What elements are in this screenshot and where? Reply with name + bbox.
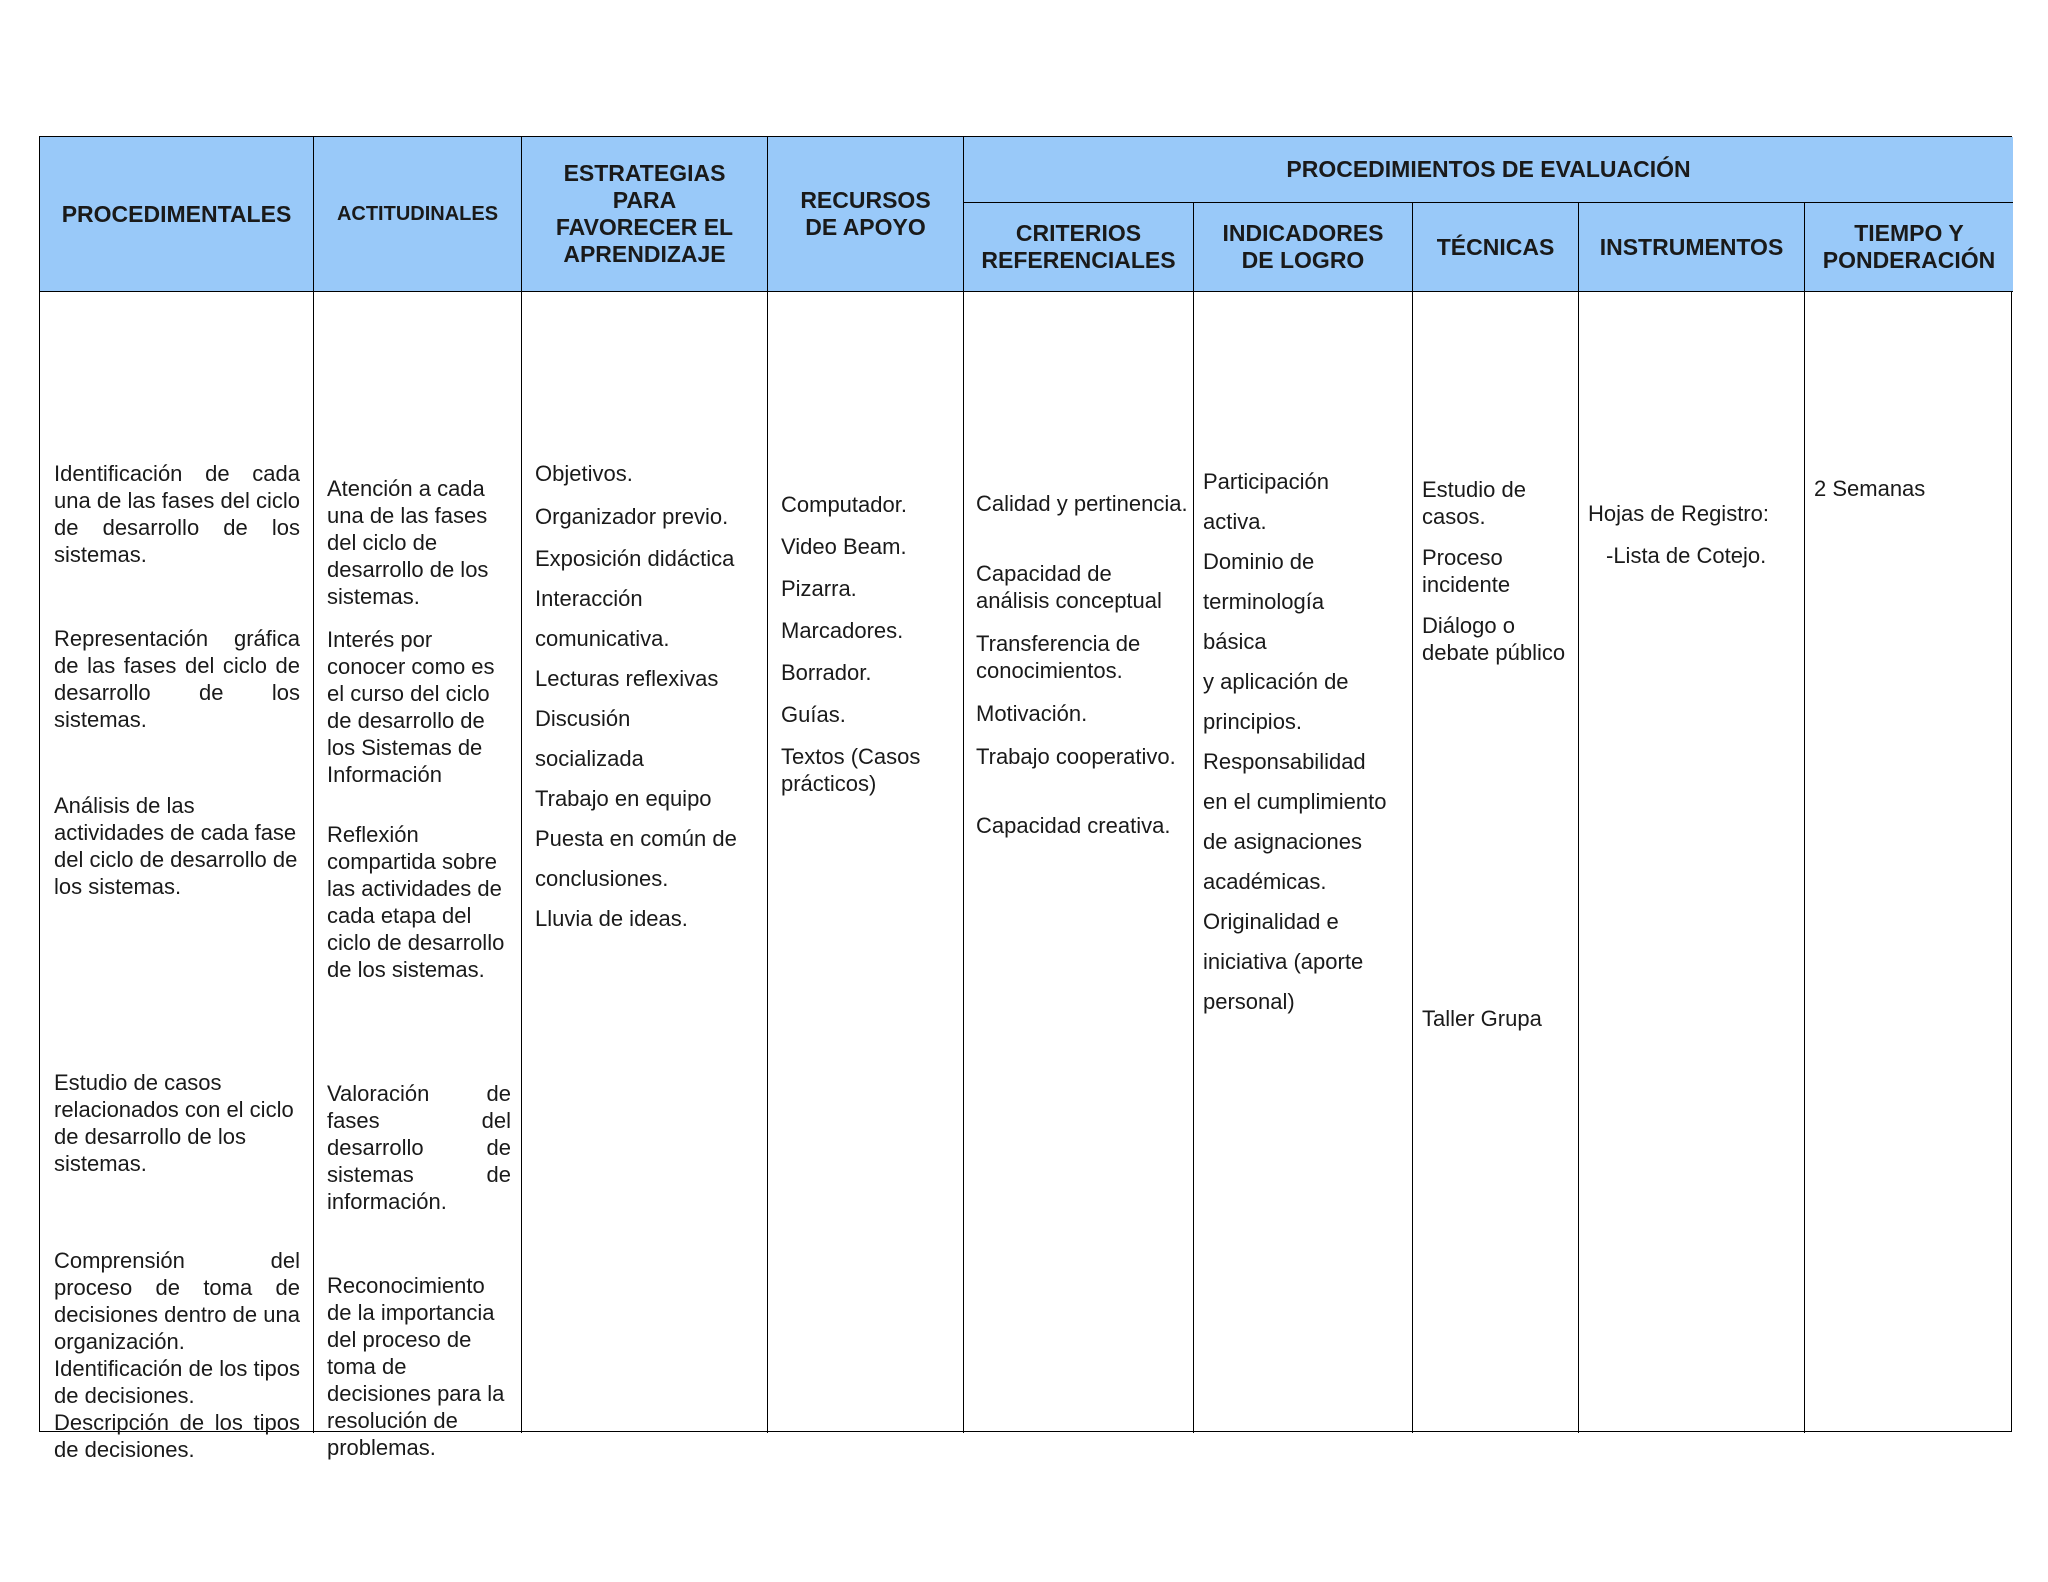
header-instrumentos: INSTRUMENTOS xyxy=(1579,203,1805,292)
estrategia-list: Exposición didáctica Interacción comunicativa. Lecturas reflexivas Discusión socializada Trabajo en equipo Puesta en común de conclusiones. Lluvia de ideas. xyxy=(535,546,737,931)
header-criterios: CRITERIOS REFERENCIALES xyxy=(964,203,1194,292)
recurso-item: Pizarra. xyxy=(781,576,857,601)
criterio-item: Capacidad creativa. xyxy=(976,813,1171,838)
criterio-item: Transferencia de conocimientos. xyxy=(976,631,1141,683)
tecnica-item: Estudio de casos. xyxy=(1422,477,1526,529)
header-tecnicas: TÉCNICAS xyxy=(1413,203,1579,292)
column-recursos xyxy=(768,292,964,1433)
procedimental-item: Identificación de cada una de las fases del ciclo de desarrollo de los sistemas. xyxy=(54,461,300,567)
recurso-item: Video Beam. xyxy=(781,534,907,559)
procedimental-item: Comprensión del proceso de toma de decisiones dentro de una organización. Identificación de los tipos de decisiones. Descripción de los tipos de decisiones. xyxy=(54,1248,300,1462)
instrumento-item: -Lista de Cotejo. xyxy=(1606,543,1767,568)
actitudinal-item: Reflexión compartida sobre las actividades de cada etapa del ciclo de desarrollo de los sistemas. xyxy=(327,822,505,982)
planning-table xyxy=(39,136,2012,1462)
header-procedimientos-evaluacion: PROCEDIMIENTOS DE EVALUACIÓN xyxy=(964,137,2013,203)
column-actitudinales xyxy=(314,292,522,1460)
column-instrumentos xyxy=(1579,292,1805,1433)
indicadores-list: Participación activa. Dominio de terminología básica y aplicación de principios. Responsabilidad en el cumplimiento de asignaciones académicas. Originalidad e iniciativa (aporte personal) xyxy=(1203,469,1387,1014)
procedimental-item: Análisis de las actividades de cada fase del ciclo de desarrollo de los sistemas. xyxy=(54,793,298,899)
recurso-item: Borrador. xyxy=(781,660,872,685)
actitudinal-item: Interés por conocer como es el curso del ciclo de desarrollo de los Sistemas de Información xyxy=(327,627,495,787)
procedimental-item: Estudio de casos relacionados con el ciclo de desarrollo de los sistemas. xyxy=(54,1070,294,1176)
instrumento-item: Hojas de Registro: xyxy=(1588,501,1769,526)
estrategia-item: Organizador previo. xyxy=(535,504,729,529)
recurso-item: Guías. xyxy=(781,702,846,727)
recurso-item: Textos (Casos prácticos) xyxy=(781,744,921,796)
tecnica-item: Diálogo o debate público xyxy=(1422,613,1566,665)
actitudinal-item: Reconocimiento de la importancia del proceso de toma de decisiones para la resolución de problemas. xyxy=(327,1273,505,1460)
header-procedimentales: PROCEDIMENTALES xyxy=(40,137,314,292)
header-tiempo: TIEMPO Y PONDERACIÓN xyxy=(1805,203,2013,292)
estrategia-item: Objetivos. xyxy=(535,461,633,486)
header-indicadores: INDICADORES DE LOGRO xyxy=(1194,203,1413,292)
column-tecnicas xyxy=(1413,292,1579,1433)
criterio-item: Capacidad de análisis conceptual xyxy=(976,561,1162,613)
header-actitudinales: ACTITUDINALES xyxy=(314,137,522,292)
criterio-item: Calidad y pertinencia. xyxy=(976,491,1188,516)
recurso-item: Marcadores. xyxy=(781,618,904,643)
actitudinal-item: Atención a cada una de las fases del ciclo de desarrollo de los sistemas. xyxy=(327,476,489,609)
header-recursos: RECURSOS DE APOYO xyxy=(768,137,964,292)
column-tiempo xyxy=(1805,292,2013,1433)
column-criterios xyxy=(964,292,1194,1433)
recurso-item: Computador. xyxy=(781,492,907,517)
column-indicadores xyxy=(1194,292,1413,1433)
tecnica-item: Taller Grupa xyxy=(1422,1006,1542,1031)
header-estrategias: ESTRATEGIAS PARA FAVORECER EL APRENDIZAJE xyxy=(522,137,768,292)
column-procedimentales xyxy=(40,292,314,1462)
criterio-item: Trabajo cooperativo. xyxy=(976,744,1176,769)
column-estrategias xyxy=(522,292,768,1433)
tecnica-item: Proceso incidente xyxy=(1422,545,1511,597)
actitudinal-item: Valoración de fases del desarrollo de sistemas de información. xyxy=(327,1081,511,1214)
criterio-item: Motivación. xyxy=(976,701,1088,726)
procedimental-item: Representación gráfica de las fases del ciclo de desarrollo de los sistemas. xyxy=(54,626,300,732)
tiempo-value: 2 Semanas xyxy=(1814,476,1926,501)
